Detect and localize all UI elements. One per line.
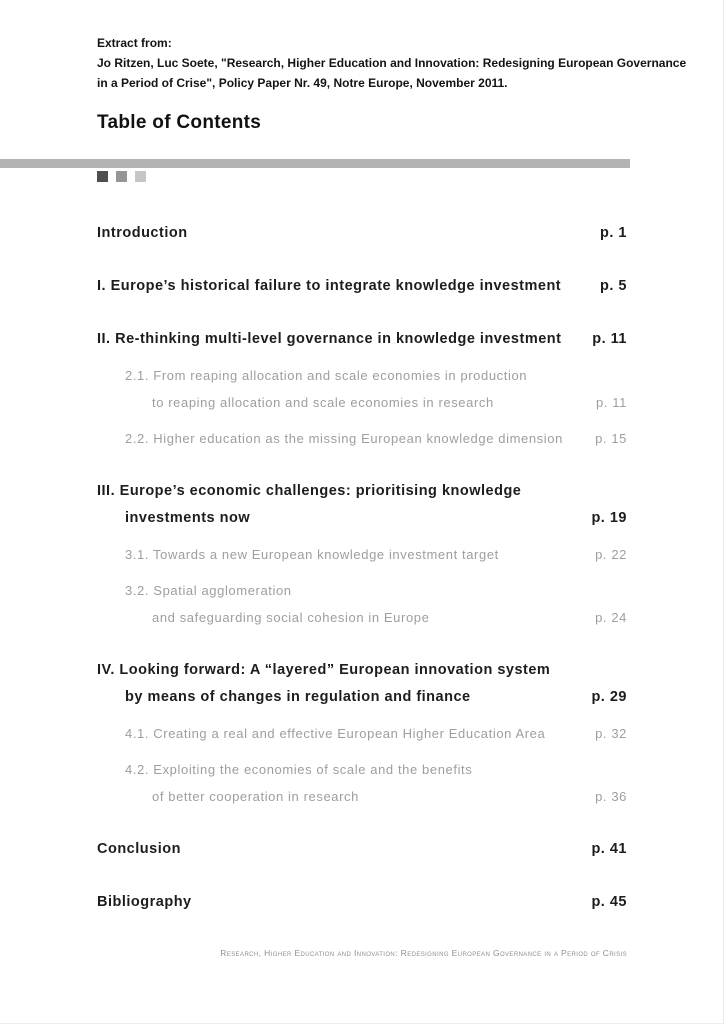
citation-line-2: in a Period of Crise", Policy Paper Nr. 49, Notre Europe, November 2011. (97, 76, 508, 90)
toc-entry-line (97, 889, 627, 916)
toc-entry (97, 425, 627, 452)
toc-entry-page: p. 22 (595, 547, 627, 562)
toc-entry-page: p. 11 (596, 395, 627, 410)
toc-entry-label: Introduction (97, 225, 188, 241)
toc-entry-label: and safeguarding social cohesion in Europe (152, 610, 430, 625)
toc-entry-line (97, 604, 627, 631)
toc-entry-label: to reaping allocation and scale economies in research (152, 395, 494, 410)
toc-entry-page: p. 41 (591, 841, 627, 857)
extract-label: Extract from: (97, 36, 172, 50)
toc-entry-line (97, 541, 627, 568)
toc-entry-line (97, 783, 627, 810)
toc-entry (97, 577, 627, 631)
toc-entry-label: 4.1. Creating a real and effective European Higher Education Area (125, 726, 546, 741)
toc-entry-label: I. Europe’s historical failure to integrate knowledge investment (97, 278, 562, 294)
toc-entry-label: II. Re-thinking multi-level governance in knowledge investment (97, 331, 562, 347)
decoration-bar (0, 159, 630, 168)
toc-entry-line (97, 362, 627, 389)
toc-entry-label: by means of changes in regulation and finance (125, 689, 471, 705)
footer-running-title: Research, Higher Education and Innovation: Redesigning European Governance in a Period of Crisis (220, 948, 627, 958)
toc-entry-line (97, 425, 627, 452)
toc-entry-page: p. 32 (595, 726, 627, 741)
toc-entry-label: III. Europe’s economic challenges: prioritising knowledge (97, 483, 522, 499)
toc-entry-line (97, 389, 627, 416)
toc-entry-line (97, 505, 627, 532)
toc-entry-label: IV. Looking forward: A “layered” European innovation system (97, 662, 551, 678)
toc-entry-page: p. 11 (592, 331, 627, 347)
toc-entry-page: p. 45 (591, 894, 627, 910)
toc-entry-label: 2.1. From reaping allocation and scale economies in production (125, 368, 528, 383)
toc-entry-line (97, 577, 627, 604)
toc-entry-line (97, 326, 627, 353)
toc-entry (97, 362, 627, 416)
toc-entry-line (97, 478, 627, 505)
toc-entry-line (97, 657, 627, 684)
toc-entry-page: p. 1 (600, 225, 627, 241)
header-citation (97, 33, 689, 93)
toc-entry-label: Conclusion (97, 841, 181, 857)
toc-entry-page: p. 5 (600, 278, 627, 294)
toc-entry-page: p. 15 (595, 431, 627, 446)
toc-entry (97, 889, 627, 916)
page-title: Table of Contents (97, 112, 262, 133)
toc-entry-line (97, 756, 627, 783)
toc-entry-label: 3.1. Towards a new European knowledge investment target (125, 547, 499, 562)
citation-line-1: Jo Ritzen, Luc Soete, "Research, Higher Education and Innovation: Redesigning European Governance (97, 56, 687, 70)
toc-entry-line (97, 220, 627, 247)
toc-entry-line (97, 720, 627, 747)
toc-entry (97, 220, 627, 247)
toc-entry (97, 720, 627, 747)
toc-entry-label: investments now (125, 510, 251, 526)
toc-entry (97, 478, 627, 532)
toc-entry-line (97, 836, 627, 863)
decoration-square (135, 171, 146, 182)
toc-entry (97, 836, 627, 863)
toc-entry (97, 326, 627, 353)
toc-entry (97, 541, 627, 568)
toc-entry-label: 4.2. Exploiting the economies of scale and the benefits (125, 762, 473, 777)
decoration-square (116, 171, 127, 182)
toc-entry-label: of better cooperation in research (152, 789, 359, 804)
toc-entry (97, 657, 627, 711)
toc-entry-page: p. 29 (591, 689, 627, 705)
toc-entry-line (97, 273, 627, 300)
toc-entry-label: 3.2. Spatial agglomeration (125, 583, 292, 598)
decoration-square (97, 171, 108, 182)
toc-entry-label: 2.2. Higher education as the missing European knowledge dimension (125, 431, 563, 446)
toc-entry (97, 756, 627, 810)
toc-entry-line (97, 684, 627, 711)
toc-list (97, 220, 627, 916)
toc-entry-page: p. 24 (595, 610, 627, 625)
decoration-squares (97, 171, 146, 182)
toc-entry-page: p. 36 (595, 789, 627, 804)
toc-entry-page: p. 19 (591, 510, 627, 526)
toc-entry (97, 273, 627, 300)
toc-entry-label: Bibliography (97, 894, 192, 910)
